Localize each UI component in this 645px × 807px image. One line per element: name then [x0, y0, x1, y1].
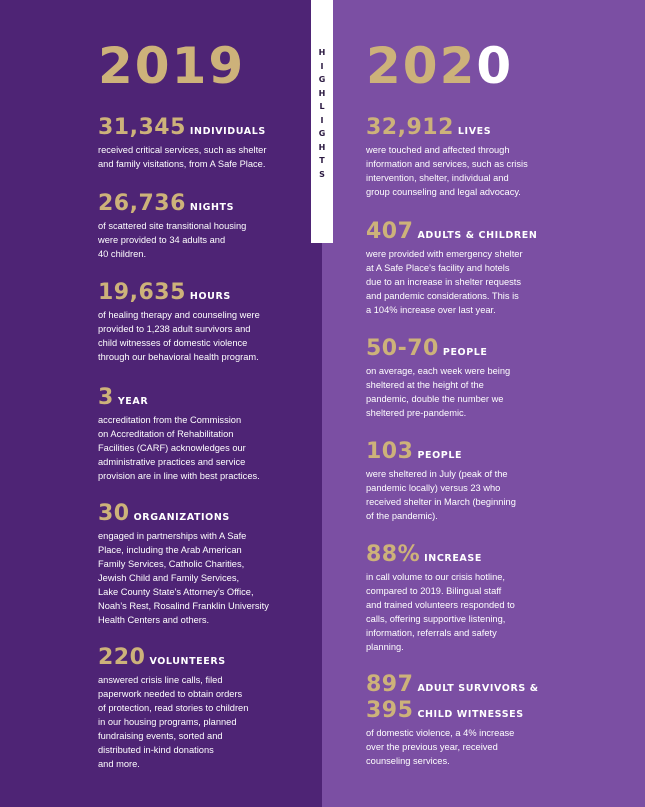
stat-description — [366, 364, 510, 420]
year-2020-heading — [366, 38, 513, 94]
stat-number: 19,635 — [98, 280, 186, 305]
stat-label: ORGANIZATIONS — [133, 512, 230, 523]
desc-line: were sheltered in July (peak of the — [366, 469, 508, 479]
stat-2019-individuals — [98, 117, 266, 171]
stat-label: ADULTS & CHILDREN — [417, 230, 538, 241]
stat-number-second: 395 — [366, 698, 414, 723]
desc-line: sheltered pre-pandemic. — [366, 408, 467, 418]
desc-line: a 104% increase over last year. — [366, 305, 496, 315]
desc-line: intervention, shelter, individual and — [366, 173, 509, 183]
desc-line: and pandemic considerations. This is — [366, 291, 519, 301]
desc-line: 40 children. — [98, 249, 147, 259]
stat-2020-people-weekly — [366, 338, 510, 420]
desc-line: provided to 1,238 adult survivors and — [98, 324, 251, 334]
stat-label: VOLUNTEERS — [149, 656, 226, 667]
desc-line: Health Centers and others. — [98, 615, 210, 625]
stat-2020-adults-children — [366, 221, 537, 317]
highlights-tab — [311, 0, 333, 243]
stat-number: 30 — [98, 501, 130, 526]
tab-letter: H — [318, 48, 326, 57]
desc-line: planning. — [366, 642, 404, 652]
desc-line: compared to 2019. Bilingual staff — [366, 586, 502, 596]
stat-label: YEAR — [117, 396, 149, 407]
stat-2019-organizations — [98, 503, 269, 627]
desc-line: and family visitations, from A Safe Place. — [98, 159, 266, 169]
tab-letter: L — [319, 102, 325, 111]
stat-description — [366, 247, 537, 317]
desc-line: and trained volunteers responded to — [366, 600, 515, 610]
desc-line: group counseling and legal advocacy. — [366, 187, 521, 197]
stat-2019-year-accreditation — [98, 387, 260, 483]
stat-2020-survivors-witnesses — [366, 674, 539, 768]
stat-description — [366, 467, 516, 523]
desc-line: were provided with emergency shelter — [366, 249, 523, 259]
desc-line: pandemic locally) versus 23 who — [366, 483, 501, 493]
desc-line: due to an increase in shelter requests — [366, 277, 522, 287]
tab-letter: G — [318, 75, 326, 84]
highlights-vertical-label — [311, 46, 333, 181]
desc-line: sheltered at the height of the — [366, 380, 484, 390]
stat-label: INCREASE — [424, 553, 482, 564]
stat-number: 897 — [366, 672, 414, 697]
stat-description — [366, 726, 539, 768]
stat-label: PEOPLE — [417, 450, 463, 461]
desc-line: received critical services, such as shelter — [98, 145, 267, 155]
desc-line: calls, offering supportive listening, — [366, 614, 506, 624]
desc-line: Place, including the Arab American — [98, 545, 242, 555]
year-2020-prefix: 202 — [366, 37, 477, 95]
tab-letter: H — [318, 88, 326, 98]
desc-line: received shelter in March (beginning — [366, 497, 516, 507]
stat-number: 32,912 — [366, 115, 454, 140]
stat-description — [366, 570, 515, 654]
desc-line: fundraising events, sorted and — [98, 731, 223, 741]
stat-label: NIGHTS — [189, 202, 235, 213]
stat-2020-lives — [366, 117, 528, 199]
stat-number: 103 — [366, 439, 414, 464]
stat-number: 50-70 — [366, 336, 439, 361]
stat-2019-volunteers — [98, 647, 248, 771]
desc-line: of domestic violence, a 4% increase — [366, 728, 515, 738]
desc-line: distributed in-kind donations — [98, 745, 214, 755]
desc-line: and more. — [98, 759, 140, 769]
stat-label: HOURS — [189, 291, 231, 302]
desc-line: paperwork needed to obtain orders — [98, 689, 243, 699]
desc-line: of healing therapy and counseling were — [98, 310, 260, 320]
stat-number: 407 — [366, 219, 414, 244]
desc-line: information and services, such as crisis — [366, 159, 528, 169]
desc-line: at A Safe Place’s facility and hotels — [366, 263, 510, 273]
stat-description — [98, 143, 266, 171]
stat-number: 31,345 — [98, 115, 186, 140]
stat-description — [98, 529, 269, 627]
desc-line: administrative practices and service — [98, 457, 246, 467]
desc-line: Family Services, Catholic Charities, — [98, 559, 245, 569]
desc-line: were touched and affected through — [366, 145, 510, 155]
desc-line: on average, each week were being — [366, 366, 511, 376]
stat-label: PEOPLE — [442, 347, 488, 358]
stat-2019-nights — [98, 193, 246, 261]
tab-letter: H — [318, 142, 326, 152]
stat-label: LIVES — [457, 126, 492, 137]
desc-line: over the previous year, received — [366, 742, 498, 752]
stat-number: 220 — [98, 645, 146, 670]
desc-line: of protection, read stories to children — [98, 703, 249, 713]
desc-line: in call volume to our crisis hotline, — [366, 572, 505, 582]
desc-line: on Accreditation of Rehabilitation — [98, 429, 234, 439]
desc-line: counseling services. — [366, 756, 450, 766]
tab-letter: S — [319, 169, 325, 179]
stat-description — [98, 413, 260, 483]
desc-line: answered crisis line calls, filed — [98, 675, 223, 685]
desc-line: were provided to 34 adults and — [98, 235, 226, 245]
stat-description — [98, 219, 246, 261]
desc-line: through our behavioral health program. — [98, 352, 259, 362]
stat-number: 26,736 — [98, 191, 186, 216]
stat-description — [98, 673, 248, 771]
stat-description — [366, 143, 528, 199]
stat-2019-hours — [98, 282, 260, 364]
stat-description — [98, 308, 260, 364]
tab-letter: T — [319, 156, 325, 165]
stat-label-second: CHILD WITNESSES — [417, 709, 524, 720]
desc-line: engaged in partnerships with A Safe — [98, 531, 247, 541]
year-2020-suffix: 0 — [476, 37, 514, 95]
desc-line: provision are in line with best practices. — [98, 471, 260, 481]
desc-line: pandemic, double the number we — [366, 394, 504, 404]
year-2019-heading: 2019 — [98, 37, 246, 95]
stat-label: ADULT SURVIVORS & — [417, 683, 539, 694]
desc-line: of scattered site transitional housing — [98, 221, 247, 231]
tab-letter: I — [320, 115, 324, 125]
tab-letter: G — [318, 129, 326, 138]
desc-line: information, referrals and safety — [366, 628, 497, 638]
desc-line: Facilities (CARF) acknowledges our — [98, 443, 246, 453]
stat-2020-call-increase — [366, 544, 515, 654]
desc-line: child witnesses of domestic violence — [98, 338, 248, 348]
desc-line: Jewish Child and Family Services, — [98, 573, 240, 583]
stat-number: 3 — [98, 385, 114, 410]
stat-label: INDIVIDUALS — [189, 126, 266, 137]
desc-line: accreditation from the Commission — [98, 415, 242, 425]
desc-line: of the pandemic). — [366, 511, 438, 521]
desc-line: Noah’s Rest, Rosalind Franklin University — [98, 601, 269, 611]
stat-number: 88% — [366, 542, 421, 567]
stat-2020-people-july — [366, 441, 516, 523]
tab-letter: I — [320, 61, 324, 71]
desc-line: in our housing programs, planned — [98, 717, 237, 727]
desc-line: Lake County State’s Attorney’s Office, — [98, 587, 254, 597]
